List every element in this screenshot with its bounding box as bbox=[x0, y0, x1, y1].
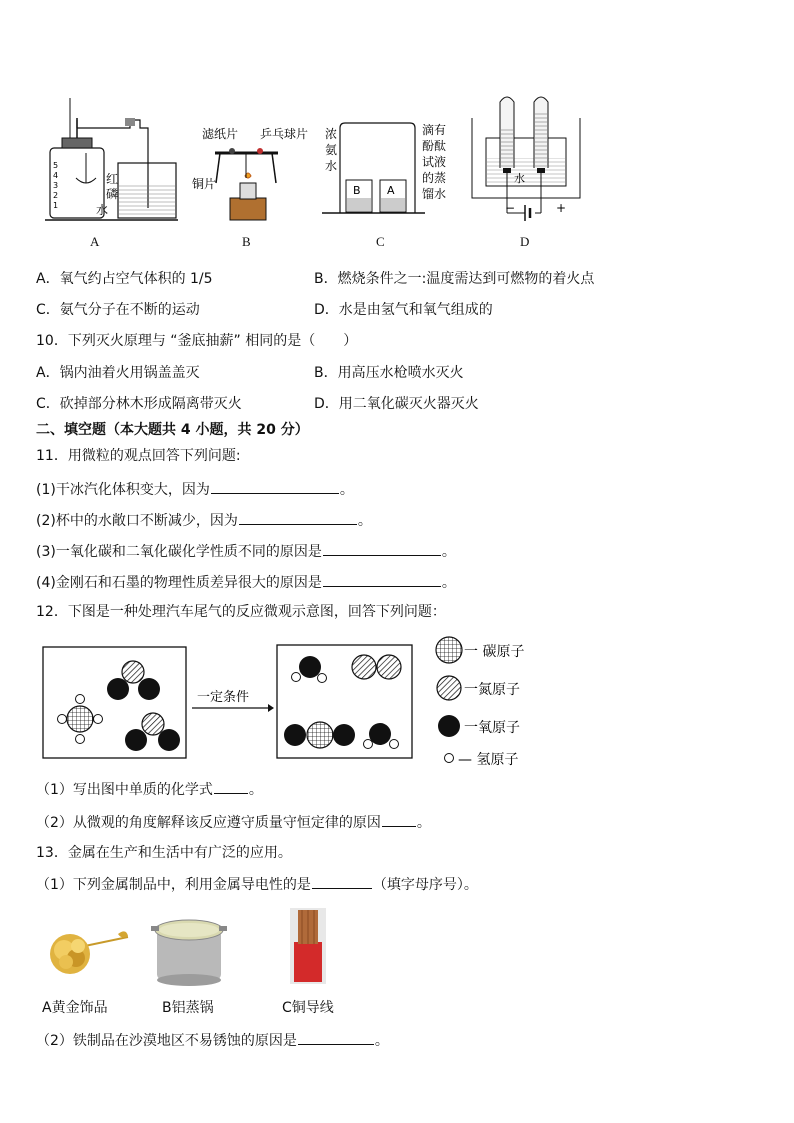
fig-a-scale-4: 4 bbox=[53, 171, 59, 180]
metal-products-images bbox=[40, 902, 340, 992]
q11-p2-end: 。 bbox=[357, 513, 372, 529]
item-b-aluminum-pot: B铝蒸锅 bbox=[162, 1000, 214, 1016]
figure-d-label: D bbox=[520, 234, 530, 249]
oxygen-atom bbox=[125, 729, 147, 751]
reaction-condition: 一定条件 bbox=[197, 690, 250, 705]
item-c-copper-wire: C铜导线 bbox=[282, 1000, 334, 1016]
fig-d-minus-label: − bbox=[505, 201, 516, 215]
q11-p4-end: 。 bbox=[441, 575, 456, 591]
section-2-title: 二、填空题（本大题共 4 小题，共 20 分） bbox=[36, 422, 309, 438]
oxygen-atom bbox=[299, 656, 321, 678]
q11-p4-text: (4)金刚石和石墨的物理性质差异很大的原因是 bbox=[36, 575, 322, 591]
oxygen-atom bbox=[138, 678, 160, 700]
q11-p3-text: (3)一氧化碳和二氧化碳化学性质不同的原因是 bbox=[36, 544, 322, 560]
q10-option-b: B．用高压水枪喷水灭火 bbox=[314, 365, 464, 381]
q11-p1-blank[interactable] bbox=[211, 479, 339, 494]
figure-a-apparatus bbox=[45, 98, 178, 220]
oxygen-atom bbox=[107, 678, 129, 700]
q9-option-d: D．水是由氢气和氧气组成的 bbox=[314, 302, 493, 318]
q13-p2-end: 。 bbox=[374, 1033, 389, 1049]
item-a-gold-jewelry: A黄金饰品 bbox=[42, 1000, 108, 1016]
q11-p1-text: (1)干冰汽化体积变大，因为 bbox=[36, 482, 210, 498]
hydrogen-atom bbox=[364, 740, 373, 749]
q12-stem: 12．下图是一种处理汽车尾气的反应微观示意图，回答下列问题： bbox=[36, 604, 446, 620]
fig-c-phenol-1: 滴有 bbox=[422, 123, 447, 137]
carbon-atom bbox=[67, 706, 93, 732]
hydrogen-atom bbox=[76, 735, 85, 744]
q9-option-b: B．燃烧条件之一:温度需达到可燃物的着火点 bbox=[314, 271, 595, 287]
nitrogen-atom bbox=[352, 655, 376, 679]
hydrogen-atom bbox=[390, 740, 399, 749]
q13-stem: 13．金属在生产和生活中有广泛的应用。 bbox=[36, 845, 292, 861]
oxygen-atom bbox=[284, 724, 306, 746]
fig-c-phenol-4: 的蒸 bbox=[422, 171, 447, 185]
carbon-atom bbox=[307, 722, 333, 748]
q10-option-d: D．用二氧化碳灭火器灭火 bbox=[314, 396, 479, 412]
legend-nitrogen-icon bbox=[437, 676, 461, 700]
q11-p3-end: 。 bbox=[441, 544, 456, 560]
fig-d-water-label: 水 bbox=[514, 172, 525, 185]
q12-part-2 bbox=[36, 812, 431, 832]
hydrogen-atom bbox=[76, 695, 85, 704]
figure-b-label: B bbox=[242, 234, 251, 249]
q11-part-4 bbox=[36, 572, 456, 592]
q13-p2-blank[interactable] bbox=[298, 1030, 374, 1045]
q12-p1-blank[interactable] bbox=[214, 779, 248, 794]
fig-c-beaker-a-label: A bbox=[387, 184, 395, 197]
q11-p2-text: (2)杯中的水敞口不断减少，因为 bbox=[36, 513, 238, 529]
q11-part-3 bbox=[36, 541, 456, 561]
fig-d-plus-label: + bbox=[556, 201, 567, 215]
q11-p3-blank[interactable] bbox=[323, 541, 441, 556]
figure-b-apparatus bbox=[192, 126, 308, 220]
legend-carbon-label: 一 碳原子 bbox=[464, 644, 525, 660]
q13-p1-blank[interactable] bbox=[312, 874, 372, 889]
legend-hydrogen-icon bbox=[445, 754, 454, 763]
fig-a-water-label: 水 bbox=[96, 203, 109, 217]
legend-carbon-icon bbox=[436, 637, 462, 663]
fig-a-phosphorus-label: 磷 bbox=[106, 187, 119, 201]
fig-a-scale-2: 2 bbox=[53, 191, 59, 200]
fig-c-phenol-3: 试液 bbox=[422, 155, 447, 169]
q10-option-a: A．锅内油着火用锅盖盖灭 bbox=[36, 365, 200, 381]
figure-d-apparatus bbox=[472, 97, 580, 221]
q11-p4-blank[interactable] bbox=[323, 572, 441, 587]
arrow-head bbox=[268, 704, 274, 712]
figure-c-apparatus bbox=[322, 123, 446, 213]
hydrogen-atom bbox=[94, 715, 103, 724]
fig-b-copper-label: 铜片 bbox=[192, 177, 217, 191]
legend-nitrogen-label: 一氮原子 bbox=[464, 682, 520, 698]
legend-oxygen-icon bbox=[438, 715, 460, 737]
fig-a-scale-5: 5 bbox=[53, 161, 59, 170]
aluminum-pot-image bbox=[151, 920, 227, 986]
legend-hydrogen-label: — 氢原子 bbox=[458, 752, 519, 768]
fig-c-ammonia-3: 水 bbox=[325, 159, 338, 173]
hydrogen-atom bbox=[318, 674, 327, 683]
hydrogen-atom bbox=[58, 715, 67, 724]
figure-a-label: A bbox=[90, 234, 100, 249]
fig-a-scale-1: 1 bbox=[53, 201, 59, 210]
q12-p1-text: （1）写出图中单质的化学式 bbox=[36, 782, 213, 798]
q12-part-1 bbox=[36, 779, 263, 799]
q11-stem: 11．用微粒的观点回答下列问题: bbox=[36, 448, 241, 464]
legend-oxygen-label: 一氧原子 bbox=[464, 720, 520, 736]
q13-p1-text: （1）下列金属制品中，利用金属导电性的是 bbox=[36, 877, 311, 893]
q13-p2-text: （2）铁制品在沙漠地区不易锈蚀的原因是 bbox=[36, 1033, 297, 1049]
fig-a-scale-3: 3 bbox=[53, 181, 59, 190]
q11-p1-end: 。 bbox=[339, 482, 354, 498]
q11-p2-blank[interactable] bbox=[239, 510, 357, 525]
oxygen-atom bbox=[333, 724, 355, 746]
reaction-micro-diagram bbox=[40, 632, 540, 772]
experiment-figures bbox=[40, 88, 600, 253]
nitrogen-atom bbox=[122, 661, 144, 683]
nitrogen-atom bbox=[377, 655, 401, 679]
q10-stem: 10．下列灭火原理与 “釜底抽薪” 相同的是（ ） bbox=[36, 333, 358, 349]
q11-part-1 bbox=[36, 479, 354, 499]
fig-c-beaker-b-label: B bbox=[353, 184, 361, 197]
fig-c-phenol-5: 馏水 bbox=[422, 187, 447, 201]
q13-part-1 bbox=[36, 874, 478, 894]
nitrogen-atom bbox=[142, 713, 164, 735]
q12-p1-end: 。 bbox=[248, 782, 263, 798]
q10-option-c: C．砍掉部分林木形成隔离带灭火 bbox=[36, 396, 242, 412]
q12-p2-end: 。 bbox=[416, 815, 431, 831]
gold-rose-image bbox=[50, 931, 128, 974]
q9-option-c: C．氨气分子在不断的运动 bbox=[36, 302, 200, 318]
q12-p2-text: （2）从微观的角度解释该反应遵守质量守恒定律的原因 bbox=[36, 815, 381, 831]
fig-b-filter-paper-label: 滤纸片 bbox=[202, 127, 239, 141]
q13-part-2 bbox=[36, 1030, 389, 1050]
q13-p1-end: （填字母序号）。 bbox=[372, 877, 478, 893]
q12-p2-blank[interactable] bbox=[382, 812, 416, 827]
oxygen-atom bbox=[158, 729, 180, 751]
fig-a-red-label: 红 bbox=[106, 172, 119, 186]
fig-c-ammonia-2: 氨 bbox=[325, 143, 338, 157]
figure-c-label: C bbox=[376, 234, 385, 249]
q11-part-2 bbox=[36, 510, 372, 530]
fig-c-phenol-2: 酚酞 bbox=[422, 139, 447, 153]
hydrogen-atom bbox=[292, 673, 301, 682]
fig-b-pingpong-label: 乒乓球片 bbox=[260, 127, 309, 141]
copper-wire-image bbox=[290, 908, 326, 984]
q9-option-a: A．氧气约占空气体积的 1/5 bbox=[36, 271, 213, 287]
fig-c-ammonia-1: 浓 bbox=[325, 127, 338, 141]
